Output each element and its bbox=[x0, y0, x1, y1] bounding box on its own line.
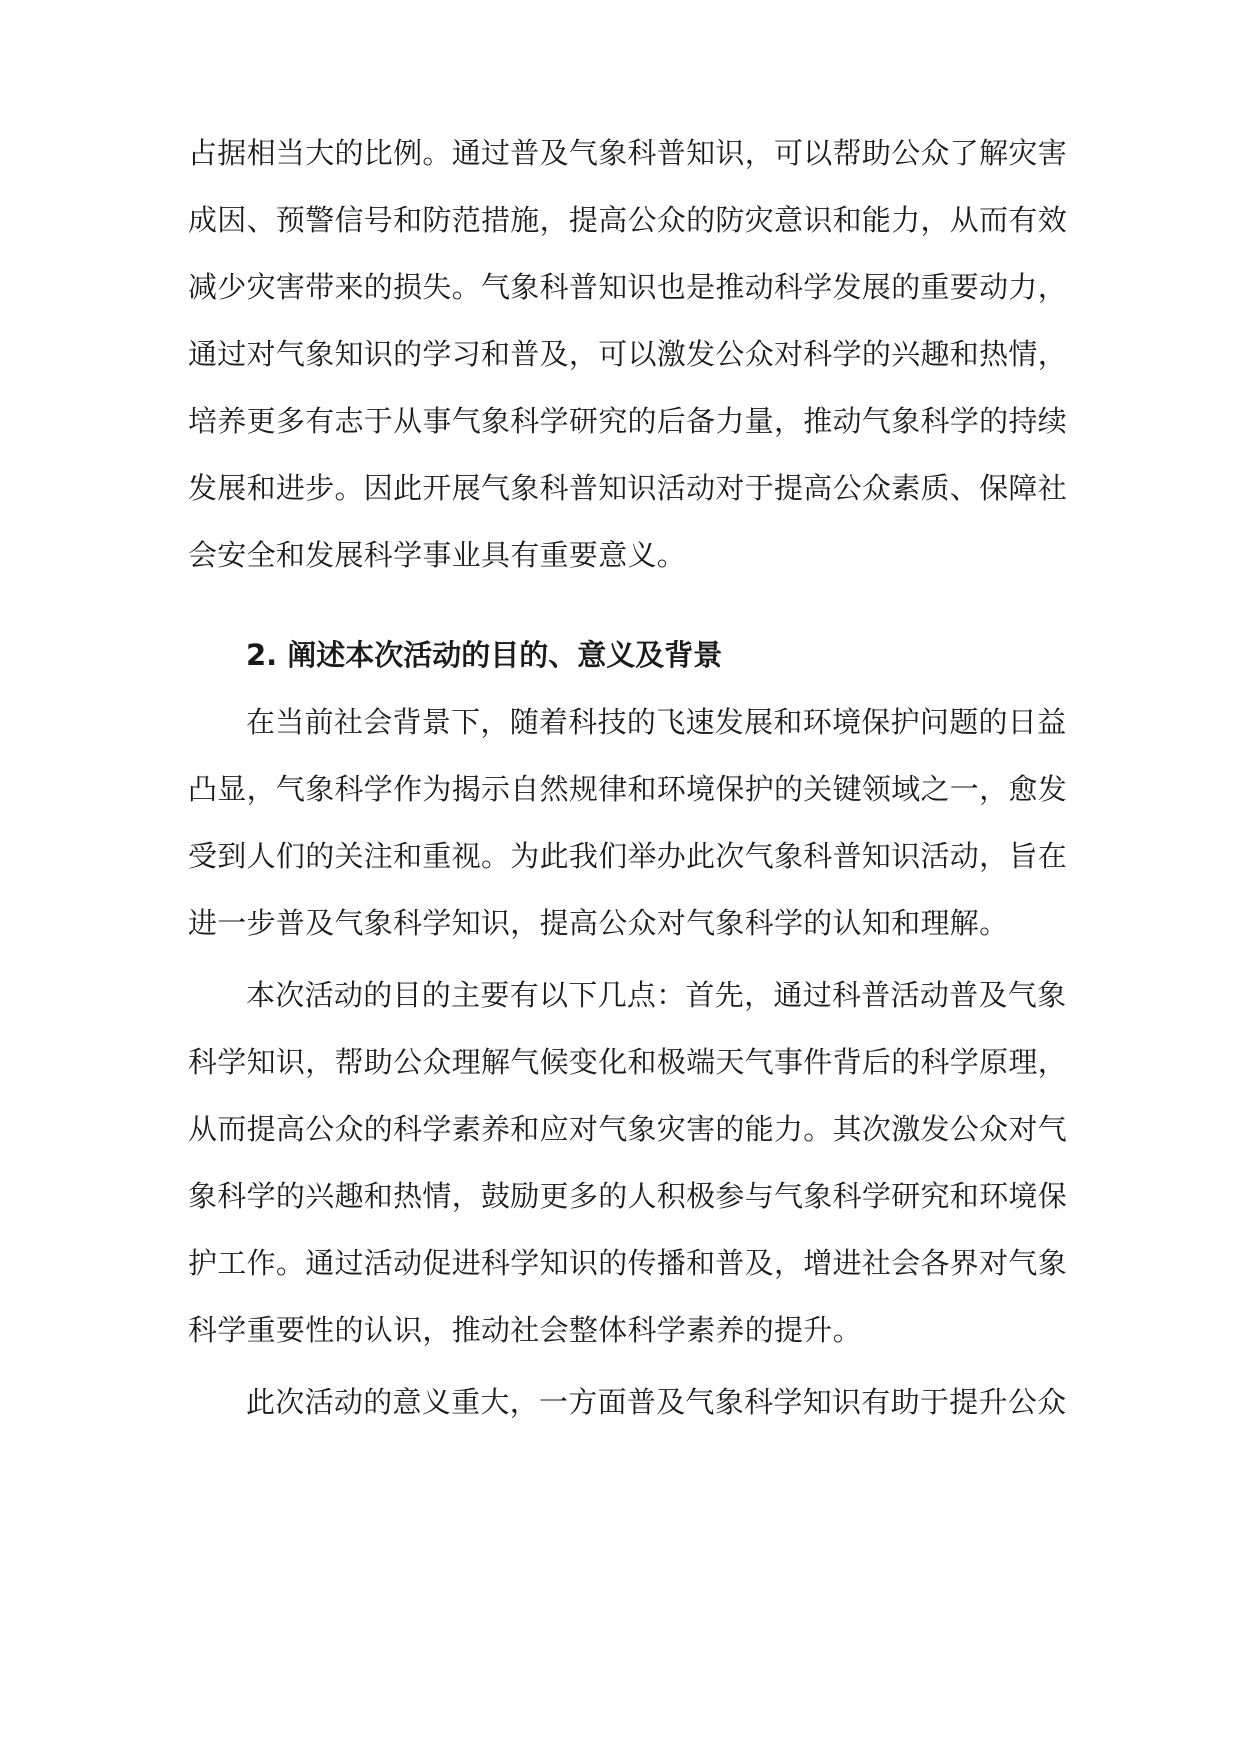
paragraph-line: 会安全和发展科学事业具有重要意义。 bbox=[188, 538, 687, 572]
paragraph-line: 成因、预警信号和防范措施，提高公众的防灾意识和能力，从而有效 bbox=[188, 203, 1068, 237]
paragraph-line: 进一步普及气象科学知识，提高公众对气象科学的认知和理解。 bbox=[188, 906, 1009, 940]
paragraph-line: 凸显，气象科学作为揭示自然规律和环境保护的关键领域之一，愈发 bbox=[188, 772, 1068, 806]
paragraph-line: 科学重要性的认识，推动社会整体科学素养的提升。 bbox=[188, 1313, 862, 1347]
paragraph-line: 科学知识，帮助公众理解气候变化和极端天气事件背后的科学原理， bbox=[188, 1045, 1068, 1079]
paragraph-line: 在当前社会背景下，随着科技的飞速发展和环境保护问题的日益 bbox=[246, 705, 1067, 739]
section-heading: 2. 阐述本次活动的目的、意义及背景 bbox=[246, 638, 723, 672]
paragraph-line: 护工作。通过活动促进科学知识的传播和普及，增进社会各界对气象 bbox=[188, 1246, 1068, 1280]
paragraph-line: 通过对气象知识的学习和普及，可以激发公众对科学的兴趣和热情， bbox=[188, 337, 1068, 371]
paragraph-line: 此次活动的意义重大，一方面普及气象科学知识有助于提升公众 bbox=[246, 1385, 1067, 1419]
paragraph-line: 培养更多有志于从事气象科学研究的后备力量，推动气象科学的持续 bbox=[188, 404, 1068, 438]
paragraph-line: 减少灾害带来的损失。气象科普知识也是推动科学发展的重要动力， bbox=[188, 270, 1068, 304]
paragraph-line: 本次活动的目的主要有以下几点：首先，通过科普活动普及气象 bbox=[246, 978, 1067, 1012]
paragraph-line: 从而提高公众的科学素养和应对气象灾害的能力。其次激发公众对气 bbox=[188, 1112, 1068, 1146]
paragraph-line: 发展和进步。因此开展气象科普知识活动对于提高公众素质、保障社 bbox=[188, 471, 1068, 505]
paragraph-line: 象科学的兴趣和热情，鼓励更多的人积极参与气象科学研究和环境保 bbox=[188, 1179, 1068, 1213]
paragraph-line: 受到人们的关注和重视。为此我们举办此次气象科普知识活动，旨在 bbox=[188, 839, 1068, 873]
paragraph-line: 占据相当大的比例。通过普及气象科普知识，可以帮助公众了解灾害 bbox=[188, 136, 1068, 170]
